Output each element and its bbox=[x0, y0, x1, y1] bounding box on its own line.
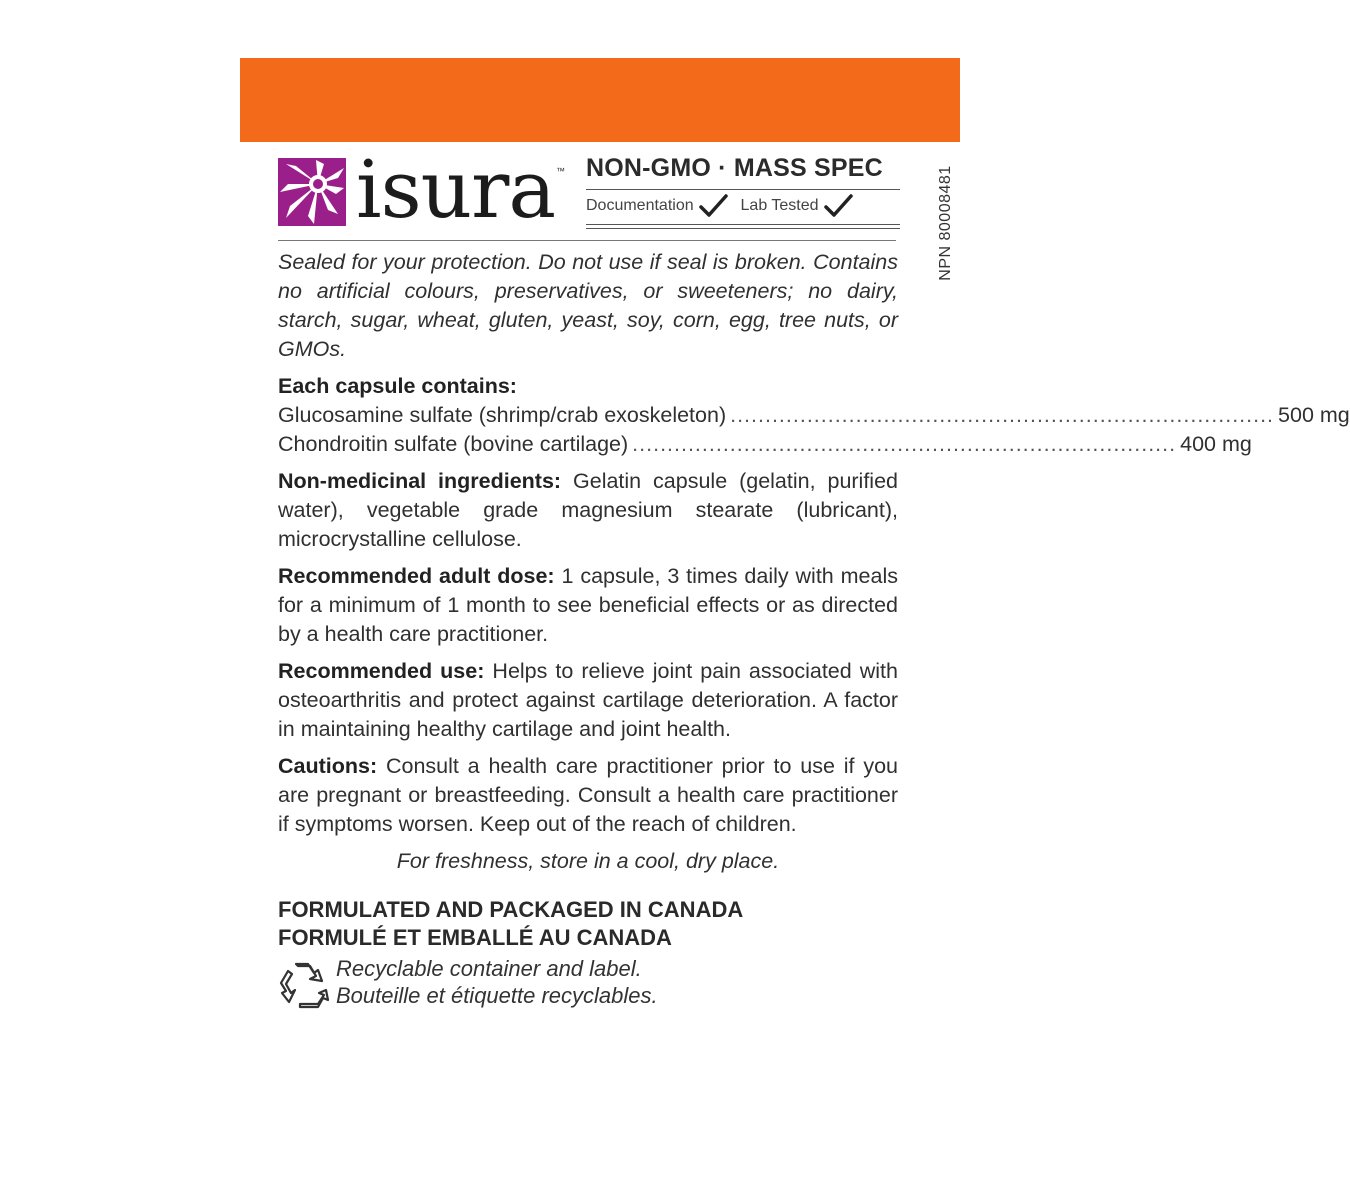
origin-fr: FORMULÉ ET EMBALLÉ AU CANADA bbox=[278, 925, 672, 950]
orange-band bbox=[240, 58, 960, 142]
flower-logo-icon bbox=[278, 158, 346, 226]
origin-en: FORMULATED AND PACKAGED IN CANADA bbox=[278, 897, 744, 922]
dot-leader: .............................................................................. bbox=[632, 432, 1177, 456]
non-medicinal-text: Gelatin capsule (gelatin, purified water), vegetable grade magnesium stearate (lubricant), microcrystalline cellulose. bbox=[278, 469, 898, 551]
brand-name: isura bbox=[356, 143, 556, 236]
lab-tested-label: Lab Tested bbox=[740, 197, 819, 214]
non-medicinal-ingredients bbox=[278, 467, 898, 554]
non-medicinal-label: Non-medicinal ingredients: bbox=[278, 469, 562, 493]
claims-divider bbox=[586, 189, 900, 190]
ingredient-row bbox=[278, 430, 1252, 459]
product-label bbox=[240, 58, 1350, 1138]
recycle-icon bbox=[278, 960, 330, 1010]
recycle-fr: Bouteille et étiquette recyclables. bbox=[336, 983, 658, 1008]
header-divider bbox=[278, 240, 896, 241]
origin-statement bbox=[278, 896, 743, 952]
capsule-heading: Each capsule contains: bbox=[278, 374, 517, 398]
ingredient-amount: 400 mg bbox=[1180, 432, 1252, 456]
cautions bbox=[278, 752, 898, 839]
recommended-dose bbox=[278, 562, 898, 649]
seal-notice: Sealed for your protection. Do not use if seal is broken. Contains no artificial colours, preservatives, or sweeteners; no dairy, starch, sugar, wheat, gluten, yeast, soy, corn, egg, tree nuts, or GMOs. bbox=[278, 250, 898, 361]
storage-note: For freshness, store in a cool, dry place. bbox=[396, 849, 780, 873]
recommended-use bbox=[278, 657, 898, 744]
dot-leader: .............................................................................. bbox=[730, 403, 1275, 427]
ingredient-name: Glucosamine sulfate (shrimp/crab exoskeleton) bbox=[278, 403, 727, 427]
use-text: Helps to relieve joint pain associated with osteoarthritis and protect against cartilage deterioration. A factor in maintaining healthy cartilage and joint health. bbox=[278, 659, 898, 741]
claims-title: NON-GMO · MASS SPEC bbox=[586, 154, 883, 182]
capsule-contents bbox=[278, 372, 1350, 459]
claims-row bbox=[586, 194, 900, 222]
documentation-label: Documentation bbox=[586, 197, 694, 214]
trademark-symbol: ™ bbox=[556, 166, 565, 176]
ingredient-name: Chondroitin sulfate (bovine cartilage) bbox=[278, 432, 629, 456]
recycle-statement bbox=[336, 955, 658, 1009]
checkmark-icon bbox=[823, 194, 853, 218]
npn-number: NPN 80008481 bbox=[937, 165, 954, 281]
checkmark-icon bbox=[698, 194, 728, 218]
cautions-label: Cautions: bbox=[278, 754, 378, 778]
label-body bbox=[278, 248, 1350, 876]
use-label: Recommended use: bbox=[278, 659, 485, 683]
cautions-text: Consult a health care practitioner prior to use if you are pregnant or breastfeeding. Consult a health care practitioner if symptoms worsen. Keep out of the reach of children. bbox=[278, 754, 898, 836]
claims-divider bbox=[586, 224, 900, 225]
ingredient-amount: 500 mg bbox=[1278, 403, 1350, 427]
dose-label: Recommended adult dose: bbox=[278, 564, 555, 588]
claims-divider bbox=[586, 228, 900, 229]
recycle-en: Recyclable container and label. bbox=[336, 956, 642, 981]
ingredient-row bbox=[278, 401, 1350, 430]
dose-text: 1 capsule, 3 times daily with meals for a minimum of 1 month to see beneficial effects or as directed by a health care practitioner. bbox=[278, 564, 898, 646]
